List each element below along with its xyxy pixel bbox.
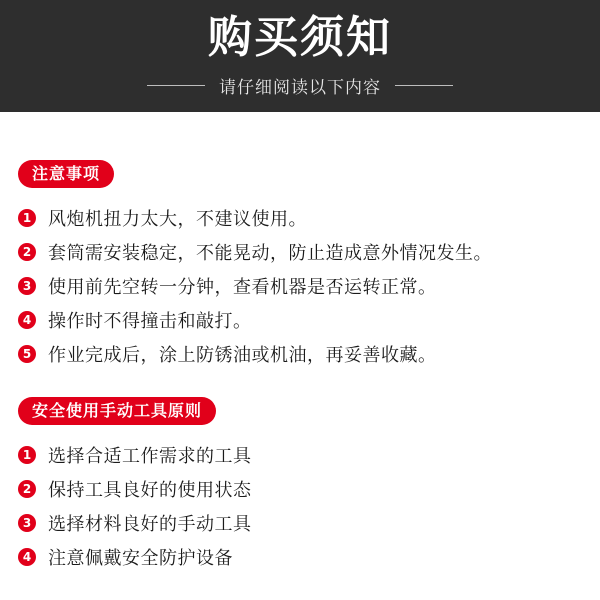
- page-subtitle: 请仔细阅读以下内容: [219, 77, 381, 98]
- divider-left: [147, 85, 205, 86]
- list-item-text: 作业完成后，涂上防锈油或机油，再妥善收藏。: [48, 345, 437, 366]
- number-badge: 2: [18, 243, 36, 261]
- list-item-text: 套筒需安装稳定，不能晃动，防止造成意外情况发生。: [48, 243, 492, 264]
- list-item: [18, 303, 593, 337]
- safety-list: [18, 438, 593, 574]
- list-item-text: 风炮机扭力太大，不建议使用。: [48, 209, 307, 230]
- page-title: 购买须知: [208, 12, 392, 63]
- list-item-text: 选择材料良好的手动工具: [48, 514, 252, 535]
- number-badge: 4: [18, 311, 36, 329]
- number-badge: 2: [18, 480, 36, 498]
- divider-right: [395, 85, 453, 86]
- notes-list: [18, 201, 593, 371]
- section-title-safety: 安全使用手动工具原则: [18, 397, 216, 425]
- number-badge: 5: [18, 345, 36, 363]
- subtitle-row: [0, 72, 600, 98]
- list-item: [18, 540, 593, 574]
- section-title-notes: 注意事项: [18, 160, 114, 188]
- list-item: [18, 235, 593, 269]
- list-item: [18, 438, 593, 472]
- list-item-text: 选择合适工作需求的工具: [48, 446, 252, 467]
- list-item-text: 注意佩戴安全防护设备: [48, 548, 233, 569]
- number-badge: 3: [18, 277, 36, 295]
- list-item: [18, 472, 593, 506]
- list-item: [18, 201, 593, 235]
- list-item: [18, 337, 593, 371]
- number-badge: 4: [18, 548, 36, 566]
- list-item: [18, 269, 593, 303]
- number-badge: 1: [18, 209, 36, 227]
- list-item-text: 使用前先空转一分钟，查看机器是否运转正常。: [48, 277, 437, 298]
- number-badge: 1: [18, 446, 36, 464]
- number-badge: 3: [18, 514, 36, 532]
- list-item-text: 保持工具良好的使用状态: [48, 480, 252, 501]
- list-item: [18, 506, 593, 540]
- header-banner: [0, 0, 600, 112]
- list-item-text: 操作时不得撞击和敲打。: [48, 311, 252, 332]
